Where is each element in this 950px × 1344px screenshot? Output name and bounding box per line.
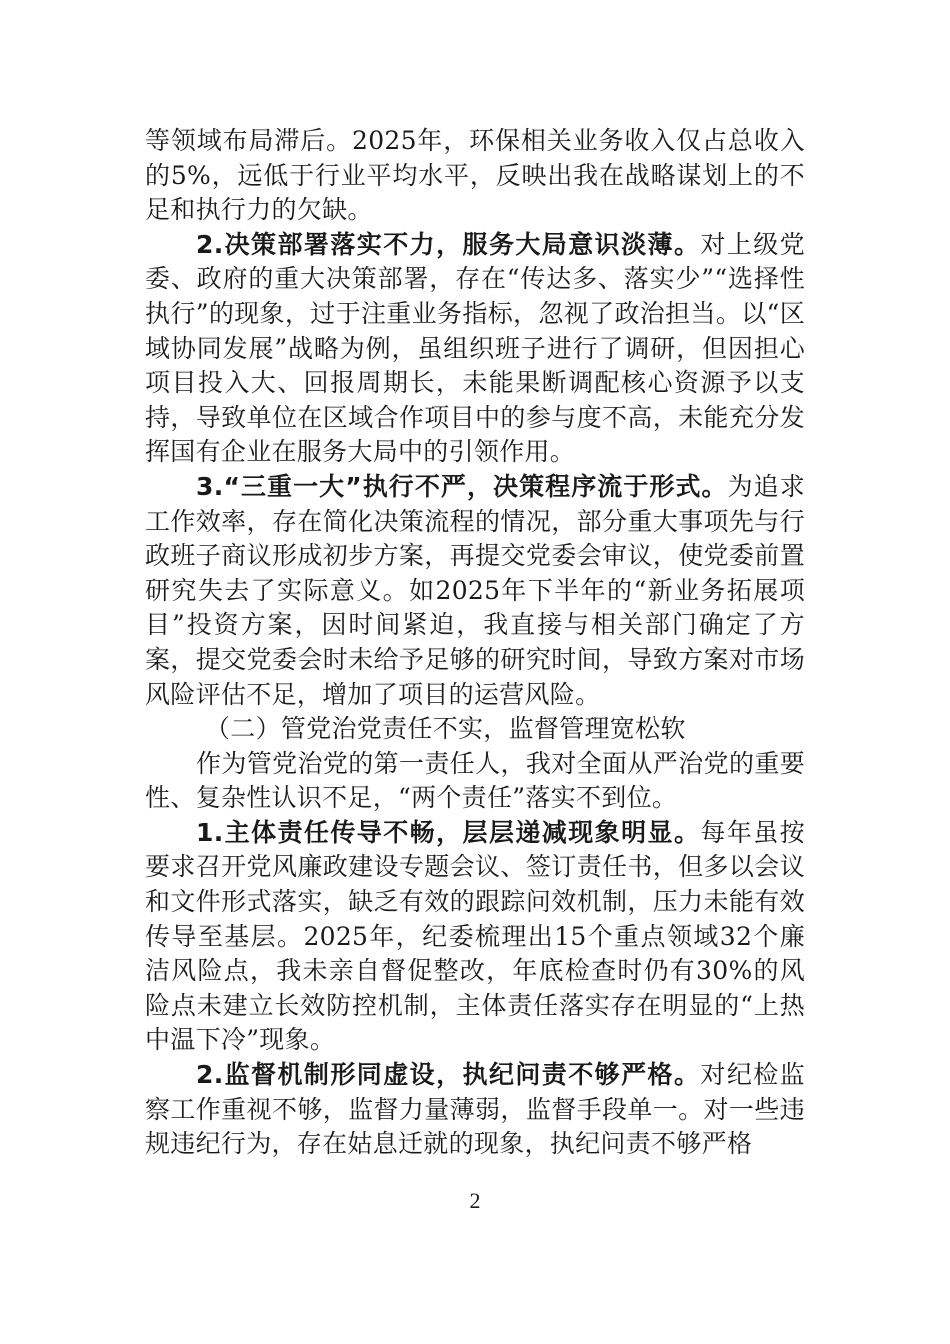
paragraph-continuation (145, 124, 805, 228)
paragraph-heading: 1.主体责任传导不畅，层层递减现象明显。 (196, 817, 701, 847)
paragraph-heading: 2.监督机制形同虚设，执纪问责不够严格。 (196, 1060, 701, 1090)
paragraph-intro (145, 747, 805, 816)
paragraph-text: 作为管党治党的第一责任人，我对全面从严治党的重要性、复杂性认识不足，“两个责任”落实不到位。 (145, 748, 805, 813)
paragraph-heading: 3.“三重一大”执行不严，决策程序流于形式。 (196, 471, 728, 501)
paragraph-text: 对纪检监察工作重视不够，监督力量薄弱，监督手段单一。对一些违规违纪行为，存在姑息迁就的现象，执纪问责不够严格 (145, 1060, 805, 1159)
paragraph-main-responsibility (145, 816, 805, 1058)
paragraph-text: 每年虽按要求召开党风廉政建设专题会议、签订责任书，但多以会议和文件形式落实，缺乏有效的跟踪问效机制，压力未能有效传导至基层。2025年，纪委梳理出15个重点领域32个廉洁风险点，我未亲自督促整改，年底检查时仍有30%的风险点未建立长效防控机制，主体责任落实存在明显的“上热中温下冷”现象。 (145, 817, 805, 1055)
section-heading (145, 712, 805, 747)
paragraph-decision-implementation (145, 228, 805, 470)
paragraph-text: 等领域布局滞后。2025年，环保相关业务收入仅占总收入的5%，远低于行业平均水平，反映出我在战略谋划上的不足和执行力的欠缺。 (145, 126, 805, 225)
page-number: 2 (469, 1188, 481, 1213)
document-body (145, 124, 805, 1162)
paragraph-text: 为追求工作效率，存在简化决策流程的情况，部分重大事项先与行政班子商议形成初步方案，再提交党委会审议，使党委前置研究失去了实际意义。如2025年下半年的“新业务拓展项目”投资方案，因时间紧迫，我直接与相关部门确定了方案，提交党委会时未给予足够的研究时间，导致方案对市场风险评估不足，增加了项目的运营风险。 (145, 471, 805, 709)
paragraph-heading: 2.决策部署落实不力，服务大局意识淡薄。 (196, 229, 701, 259)
paragraph-supervision (145, 1058, 805, 1162)
section-heading-text: （二）管党治党责任不实，监督管理宽松软 (205, 714, 686, 744)
paragraph-three-important (145, 470, 805, 712)
paragraph-text: 对上级党委、政府的重大决策部署，存在“传达多、落实少”“选择性执行”的现象，过于注重业务指标，忽视了政治担当。以“区域协同发展”战略为例，虽组织班子进行了调研，但因担心项目投入大、回报周期长，未能果断调配核心资源予以支持，导致单位在区域合作项目中的参与度不高，未能充分发挥国有企业在服务大局中的引领作用。 (145, 229, 805, 467)
